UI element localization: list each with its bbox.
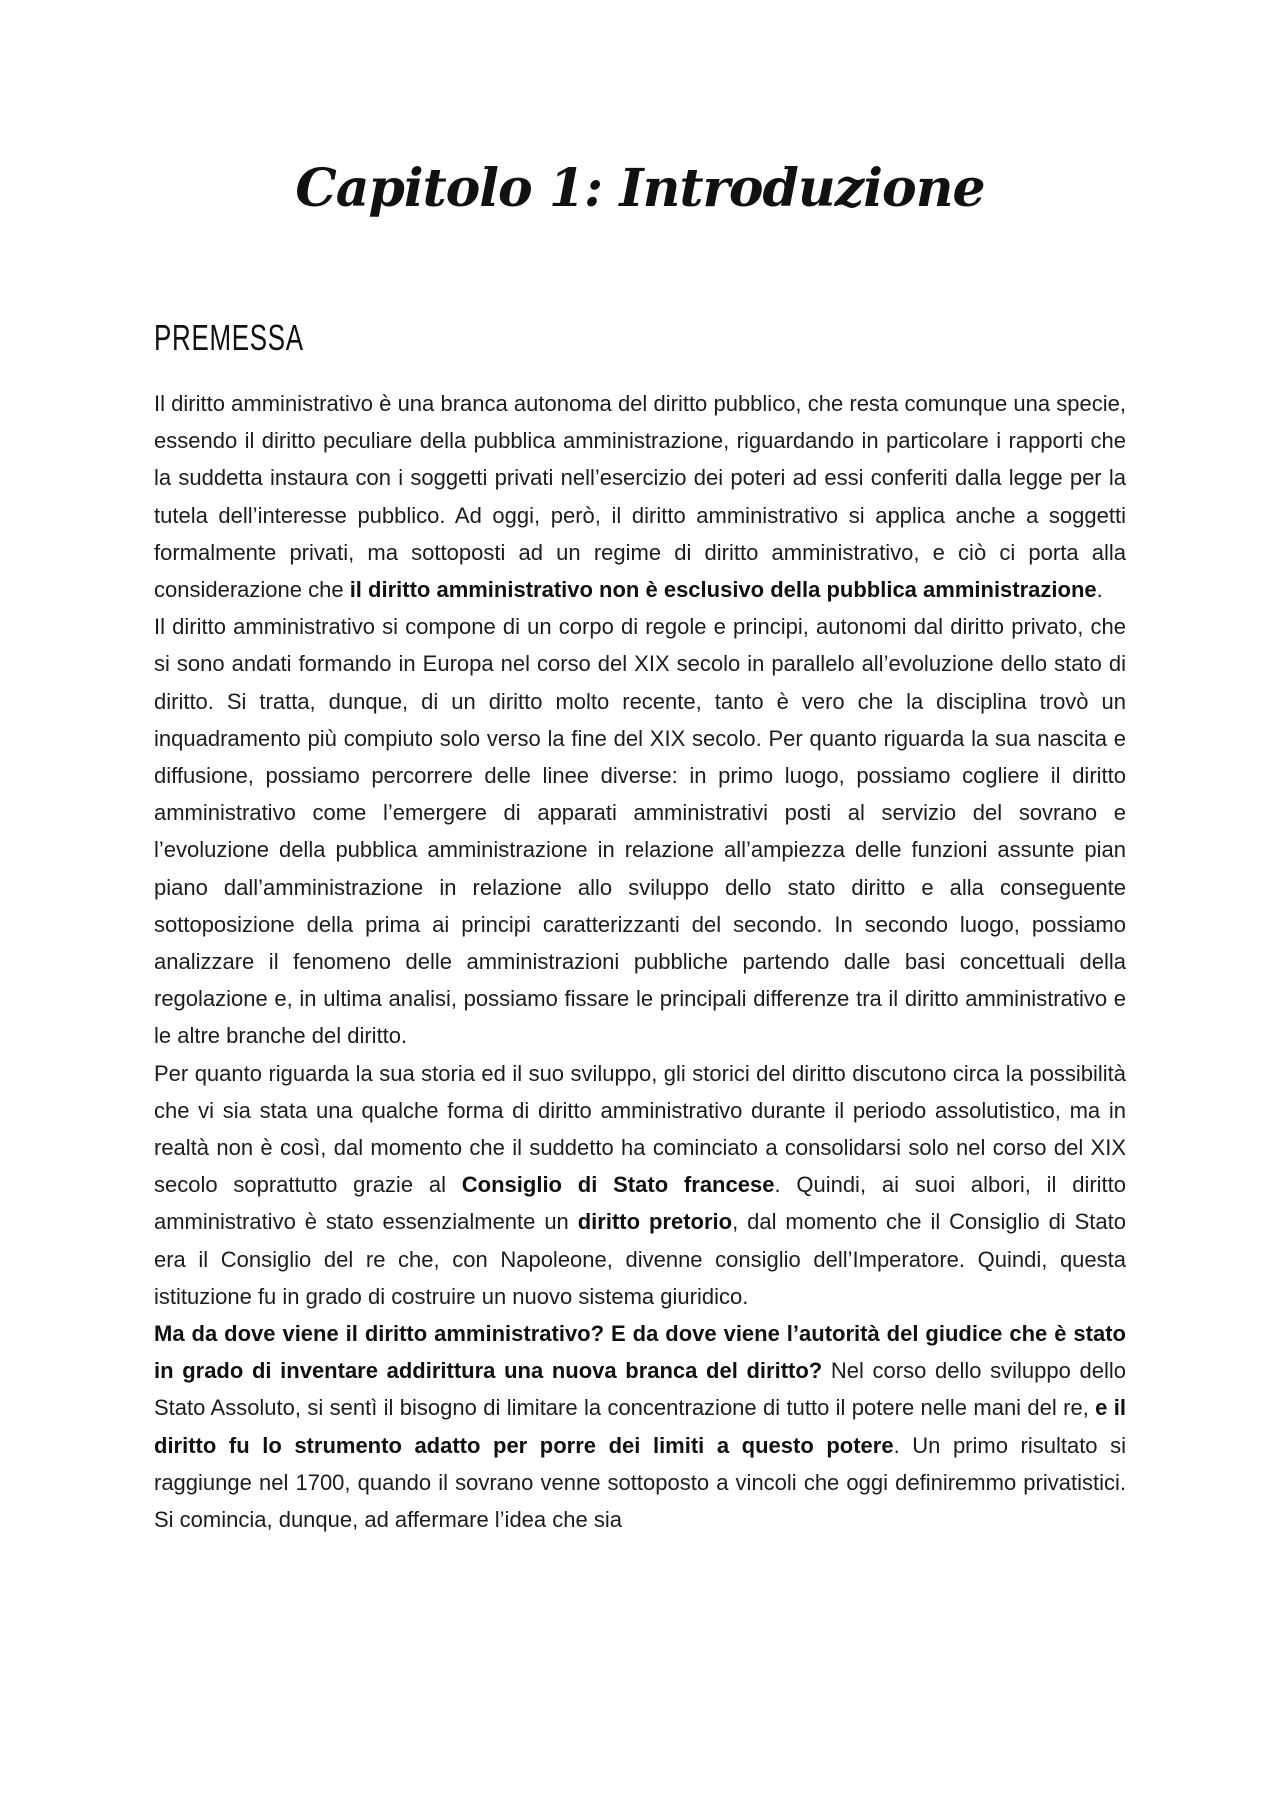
text-segment: , dal momento che il Consiglio di Stato era il Consiglio del re che, con Napoleone, divenne consiglio dell’Imperatore. Quindi, questa istituzione fu in grado di costruire un nuovo sistema giuridico. [154, 1209, 1126, 1309]
paragraph [154, 1055, 1126, 1315]
body-text [154, 385, 1126, 1538]
text-segment: . [1096, 577, 1103, 603]
paragraph [154, 385, 1126, 608]
bold-text-segment: Consiglio di Stato francese [461, 1172, 775, 1198]
text-segment: Per quanto riguarda la sua storia ed il suo sviluppo, gli storici del diritto discutono circa la possibilità che vi sia stata una qualche forma di diritto amministrativo durante il periodo assolutistico, ma in realtà non è così, dal momento che il suddetto ha cominciato a consolidarsi solo nel corso del XIX secolo soprattutto grazie al [154, 1060, 1126, 1198]
paragraph [154, 1315, 1126, 1538]
text-segment: . Un primo risultato si raggiunge nel 1700, quando il sovrano venne sottoposto a vincoli che oggi definiremmo privatistici. Si comincia, dunque, ad affermare l’idea che sia [154, 1432, 1126, 1533]
text-segment: Nel corso dello sviluppo dello Stato Assoluto, si sentì il bisogno di limitare la concentrazione di tutto il potere nelle mani del re, [154, 1358, 1126, 1421]
section-heading: PREMESSA [154, 317, 304, 358]
text-segment: Il diritto amministrativo è una branca autonoma del diritto pubblico, che resta comunque una specie, essendo il diritto peculiare della pubblica amministrazione, riguardando in particolare i rapporti che la suddetta instaura con i soggetti privati nell’esercizio dei poteri ad essi conferiti dalla legge per la tutela dell’interesse pubblico. Ad oggi, però, il diritto amministrativo si applica anche a soggetti formalmente privati, ma sottoposti ad un regime di diritto amministrativo, e ciò ci porta alla considerazione che [154, 391, 1126, 603]
chapter-title: Capitolo 1: Introduzione [295, 158, 985, 219]
text-segment: Il diritto amministrativo si compone di un corpo di regole e principi, autonomi dal diritto privato, che si sono andati formando in Europa nel corso del XIX secolo in parallelo all’evoluzione dello stato di diritto. Si tratta, dunque, di un diritto molto recente, tanto è vero che la disciplina trovò un inquadramento più compiuto solo verso la fine del XIX secolo. Per quanto riguarda la sua nascita e diffusione, possiamo percorrere delle linee diverse: in primo luogo, possiamo cogliere il diritto amministrativo come l’emergere di apparati amministrativi posti al servizio del sovrano e l’evoluzione della pubblica amministrazione in relazione all’ampiezza delle funzioni assunte pian piano dall’amministrazione in relazione allo sviluppo dello stato diritto e alla conseguente sottoposizione della prima ai principi caratterizzanti del secondo. In secondo luogo, possiamo analizzare il fenomeno delle amministrazioni pubbliche partendo dalle basi concettuali della regolazione e, in ultima analisi, possiamo fissare le principali differenze tra il diritto amministrativo e le altre branche del diritto. [154, 614, 1126, 1049]
bold-text-segment: Ma da dove viene il diritto amministrativo? E da dove viene l’autorità del giudice che è stato in grado di inventare addirittura una nuova branca del diritto? [154, 1321, 1126, 1384]
paragraph [154, 608, 1126, 1054]
text-segment: . Quindi, ai suoi albori, il diritto amministrativo è stato essenzialmente un [154, 1172, 1126, 1235]
bold-text-segment: diritto pretorio [577, 1209, 733, 1235]
bold-text-segment: il diritto amministrativo non è esclusivo della pubblica amministrazione [349, 577, 1097, 603]
bold-text-segment: e il diritto fu lo strumento adatto per porre dei limiti a questo potere [154, 1395, 1126, 1458]
